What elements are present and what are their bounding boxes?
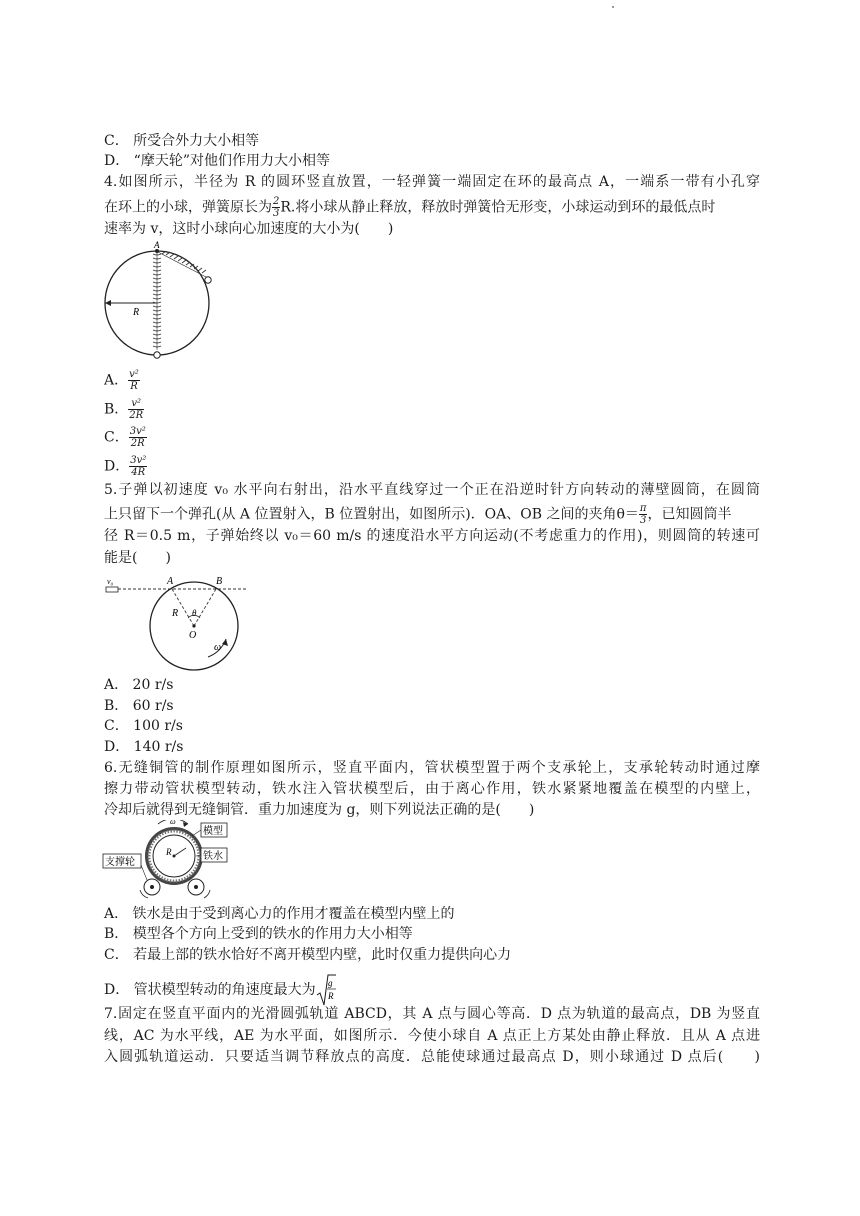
q5-label-a: A bbox=[167, 576, 174, 587]
q6-stem-line1: 6.无缝铜管的制作原理如图所示，竖直平面内，管状模型置于两个支承轮上，支承轮转动时通过摩 bbox=[104, 760, 760, 776]
q5-label-b: B bbox=[216, 576, 223, 587]
q5-stem-line4: 能是( ) bbox=[104, 550, 171, 566]
q6-label-iron: 铁水 bbox=[203, 851, 223, 862]
svg-text:R: R bbox=[327, 991, 334, 1001]
q4-option-b: B． $\frac{\text{v²}}{2R}$ bbox=[104, 398, 144, 421]
q6-stem-line3: 冷却后就得到无缝铜管．重力加速度为 g，则下列说法正确的是( ) bbox=[104, 802, 535, 818]
q5-stem-line1: 5.子弹以初速度 v₀ 水平向右射出，沿水平直线穿过一个正在沿逆时针方向转动的薄壁圆筒，在圆筒 bbox=[104, 482, 760, 498]
q6-option-b: B． 模型各个方向上受到的铁水的作用力大小相等 bbox=[104, 926, 413, 942]
q5-label-r: R bbox=[172, 608, 179, 619]
q7-stem-line2: 线，AC 为水平线，AE 为水平面，如图所示．今使小球自 A 点正上方某处由静止释放．且从 A 点进 bbox=[104, 1028, 760, 1044]
scan-dot bbox=[612, 6, 614, 8]
q4-label-a: A bbox=[154, 240, 160, 250]
q6-option-d: D． 管状模型转动的角速度最大为 g R bbox=[104, 973, 336, 1007]
q7-stem-line1: 7.固定在竖直平面内的光滑圆弧轨道 ABCD，其 A 点与圆心等高．D 点为轨道的最高点，DB 为竖直 bbox=[104, 1006, 760, 1022]
q6-option-a: A． 铁水是由于受到离心力的作用才覆盖在模型内壁上的 bbox=[104, 906, 455, 922]
q4-option-c: C． $\frac{\text{3v²}}{2R}$ bbox=[104, 426, 146, 449]
q6-label-wheel: 支撑轮 bbox=[105, 857, 135, 868]
q5-label-v0: v₀ bbox=[107, 577, 114, 586]
q3-option-c: C． 所受合外力大小相等 bbox=[104, 133, 260, 149]
q6-sqrt-expression bbox=[316, 973, 336, 1007]
q5-stem-line3: 径 R＝0.5 m，子弹始终以 v₀＝60 m/s 的速度沿水平方向运动(不考虑重力的作用)，则圆筒的转速可 bbox=[104, 528, 760, 544]
q4-stem-line3: 速率为 v，这时小球向心加速度的大小为( ) bbox=[104, 221, 394, 237]
q5-label-theta: θ bbox=[192, 608, 197, 618]
q4-ring-spring-figure bbox=[100, 240, 218, 362]
q5-cylinder-figure bbox=[100, 572, 250, 672]
q6-pipe-mold-figure bbox=[100, 820, 230, 900]
q5-option-a: A． 20 r/s bbox=[104, 677, 174, 693]
q6-label-r: R bbox=[166, 847, 172, 857]
q5-option-b: B． 60 r/s bbox=[104, 698, 174, 714]
q5-option-d: D． 140 r/s bbox=[104, 739, 184, 755]
q5-label-omega: ω bbox=[214, 642, 222, 653]
q6-label-model: 模型 bbox=[203, 826, 223, 837]
q4-option-d: D． $\frac{\text{3v²}}{4R}$ bbox=[104, 455, 147, 478]
q4-stem-line1: 4.如图所示，半径为 R 的圆环竖直放置，一轻弹簧一端固定在环的最高点 A，一端系一带有小孔穿 bbox=[104, 174, 760, 190]
q4-stem-line2: 在环上的小球，弹簧原长为 $\frac{2}{3}$ R.将小球从静止释放，释放时弹簧恰无形变，小球运动到环的最低点时 bbox=[104, 196, 716, 219]
q5-fraction: $\frac{\pi}{3}$ bbox=[639, 503, 647, 526]
q4-label-r: R bbox=[133, 307, 140, 318]
q4-fraction: $\frac{2}{3}$ bbox=[273, 196, 280, 219]
q4-option-a: A． $\frac{\text{v²}}{R}$ bbox=[104, 369, 139, 392]
q3-option-d: D． “摩天轮”对他们作用力大小相等 bbox=[104, 153, 330, 169]
q5-option-c: C． 100 r/s bbox=[104, 718, 183, 734]
q5-stem-line2: 上只留下一个弹孔(从 A 位置射入，B 位置射出，如图所示)．OA、OB 之间的夹角θ＝ $\frac{\pi}{3}$ ，已知圆筒半 bbox=[104, 503, 732, 526]
q6-stem-line2: 擦力带动管状模型转动，铁水注入管状模型后，由于离心作用，铁水紧紧地覆盖在模型的内壁上， bbox=[104, 781, 760, 797]
q6-label-omega: ω bbox=[170, 820, 176, 826]
q7-stem-line3: 入圆弧轨道运动．只要适当调节释放点的高度．总能使球通过最高点 D，则小球通过 D 点后( ) bbox=[104, 1049, 760, 1065]
svg-text:g: g bbox=[327, 978, 333, 988]
q5-label-o: O bbox=[189, 630, 197, 641]
q6-option-c: C． 若最上部的铁水恰好不离开模型内壁，此时仅重力提供向心力 bbox=[104, 947, 512, 963]
